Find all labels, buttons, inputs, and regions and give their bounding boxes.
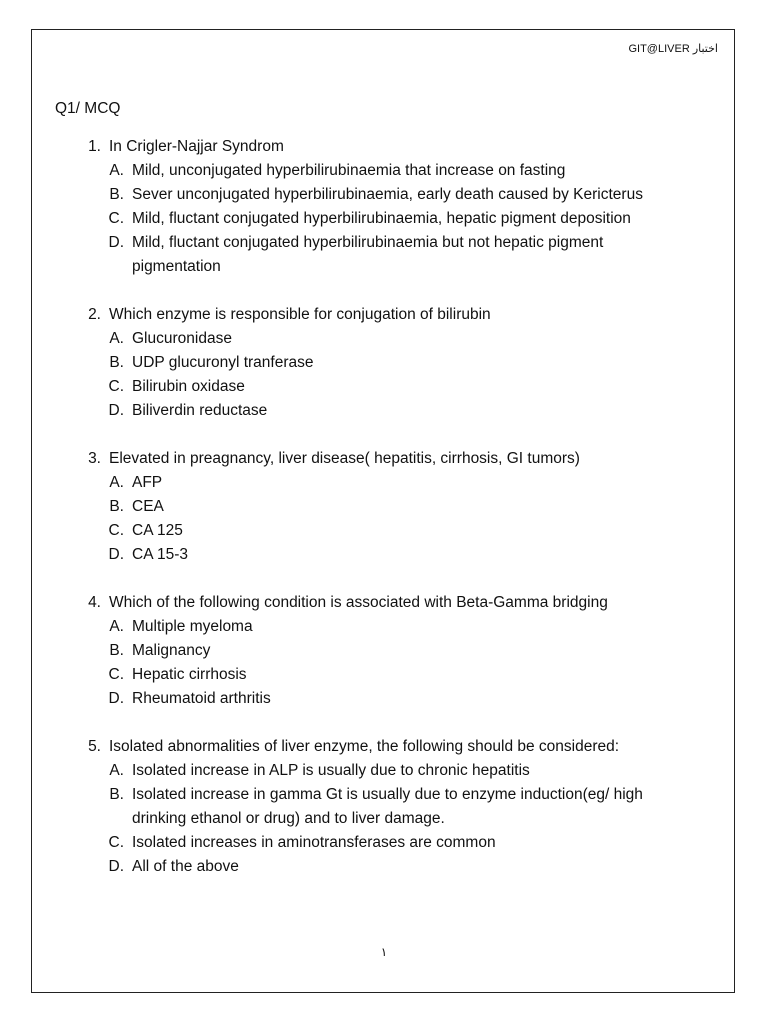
option-text: Mild, unconjugated hyperbilirubinaemia that increase on fasting: [132, 162, 566, 179]
option-text: Multiple myeloma: [132, 618, 253, 635]
option-letter: C.: [108, 522, 124, 539]
option-text: Sever unconjugated hyperbilirubinaemia, early death caused by Kericterus: [132, 186, 643, 203]
option-a: [70, 759, 710, 783]
option-text: Malignancy: [132, 642, 211, 659]
question-list: [70, 135, 710, 903]
option-letter: D.: [108, 546, 124, 563]
option-text: Isolated increase in ALP is usually due to chronic hepatitis: [132, 762, 530, 779]
option-text: Rheumatoid arthritis: [132, 690, 271, 707]
option-letter: A.: [109, 618, 124, 635]
option-text: Biliverdin reductase: [132, 402, 268, 419]
section-title: Q1/ MCQ: [55, 100, 121, 117]
option-letter: C.: [108, 210, 124, 227]
option-text: Glucuronidase: [132, 330, 232, 347]
option-b: [70, 495, 710, 519]
option-b: [70, 183, 710, 207]
option-letter: A.: [109, 162, 124, 179]
option-text: CA 125: [132, 522, 183, 539]
question-number: 3.: [88, 450, 101, 467]
question-text: Elevated in preagnancy, liver disease( hepatitis, cirrhosis, GI tumors): [109, 450, 580, 467]
question-5: [70, 735, 710, 879]
option-list: [70, 615, 710, 711]
option-b: [70, 639, 710, 663]
option-d: [70, 399, 710, 423]
option-letter: A.: [109, 474, 124, 491]
question-3: [70, 447, 710, 567]
question-2: [70, 303, 710, 423]
option-text: Isolated increases in aminotransferases are common: [132, 834, 496, 851]
option-letter: B.: [109, 354, 124, 371]
option-b: [70, 351, 710, 375]
page-header: GIT@LIVER اختبار: [628, 43, 718, 55]
question-number: 5.: [88, 738, 101, 755]
option-letter: B.: [109, 186, 124, 203]
option-d: [70, 855, 710, 879]
question-text: Isolated abnormalities of liver enzyme, the following should be considered:: [109, 738, 620, 755]
option-text: CA 15-3: [132, 546, 189, 563]
option-b: [70, 783, 710, 831]
option-text: Bilirubin oxidase: [132, 378, 245, 395]
option-letter: A.: [109, 330, 124, 347]
option-text: All of the above: [132, 858, 239, 875]
option-text: Hepatic cirrhosis: [132, 666, 247, 683]
option-letter: D.: [108, 402, 124, 419]
option-list: [70, 759, 710, 879]
option-list: [70, 327, 710, 423]
option-a: [70, 159, 710, 183]
option-d: [70, 687, 710, 711]
option-list: [70, 471, 710, 567]
option-c: [70, 663, 710, 687]
question-text: Which of the following condition is associated with Beta-Gamma bridging: [109, 594, 608, 611]
option-text: CEA: [132, 498, 164, 515]
option-letter: C.: [108, 666, 124, 683]
option-letter: C.: [108, 378, 124, 395]
option-letter: A.: [109, 762, 124, 779]
option-letter: D.: [108, 234, 124, 251]
option-c: [70, 375, 710, 399]
option-c: [70, 831, 710, 855]
option-a: [70, 615, 710, 639]
option-a: [70, 471, 710, 495]
option-letter: B.: [109, 498, 124, 515]
question-text: In Crigler-Najjar Syndrom: [109, 138, 284, 155]
option-letter: B.: [109, 786, 124, 803]
page-number: ١: [380, 945, 388, 959]
question-number: 1.: [88, 138, 101, 155]
question-4: [70, 591, 710, 711]
option-c: [70, 519, 710, 543]
option-c: [70, 207, 710, 231]
option-d: [70, 543, 710, 567]
option-letter: D.: [108, 690, 124, 707]
option-text: AFP: [132, 474, 163, 491]
option-text: Mild, fluctant conjugated hyperbilirubinaemia but not hepatic pigment pigmentation: [132, 234, 604, 275]
option-letter: C.: [108, 834, 124, 851]
question-number: 4.: [88, 594, 101, 611]
option-a: [70, 327, 710, 351]
option-letter: B.: [109, 642, 124, 659]
option-text: Isolated increase in gamma Gt is usually due to enzyme induction(eg/ high drinking ethanol or drug) and to liver damage.: [132, 786, 643, 827]
option-letter: D.: [108, 858, 124, 875]
question-number: 2.: [88, 306, 101, 323]
option-text: Mild, fluctant conjugated hyperbilirubinaemia, hepatic pigment deposition: [132, 210, 631, 227]
question-text: Which enzyme is responsible for conjugation of bilirubin: [109, 306, 491, 323]
option-list: [70, 159, 710, 279]
option-d: [70, 231, 710, 279]
question-1: [70, 135, 710, 279]
option-text: UDP glucuronyl tranferase: [132, 354, 314, 371]
